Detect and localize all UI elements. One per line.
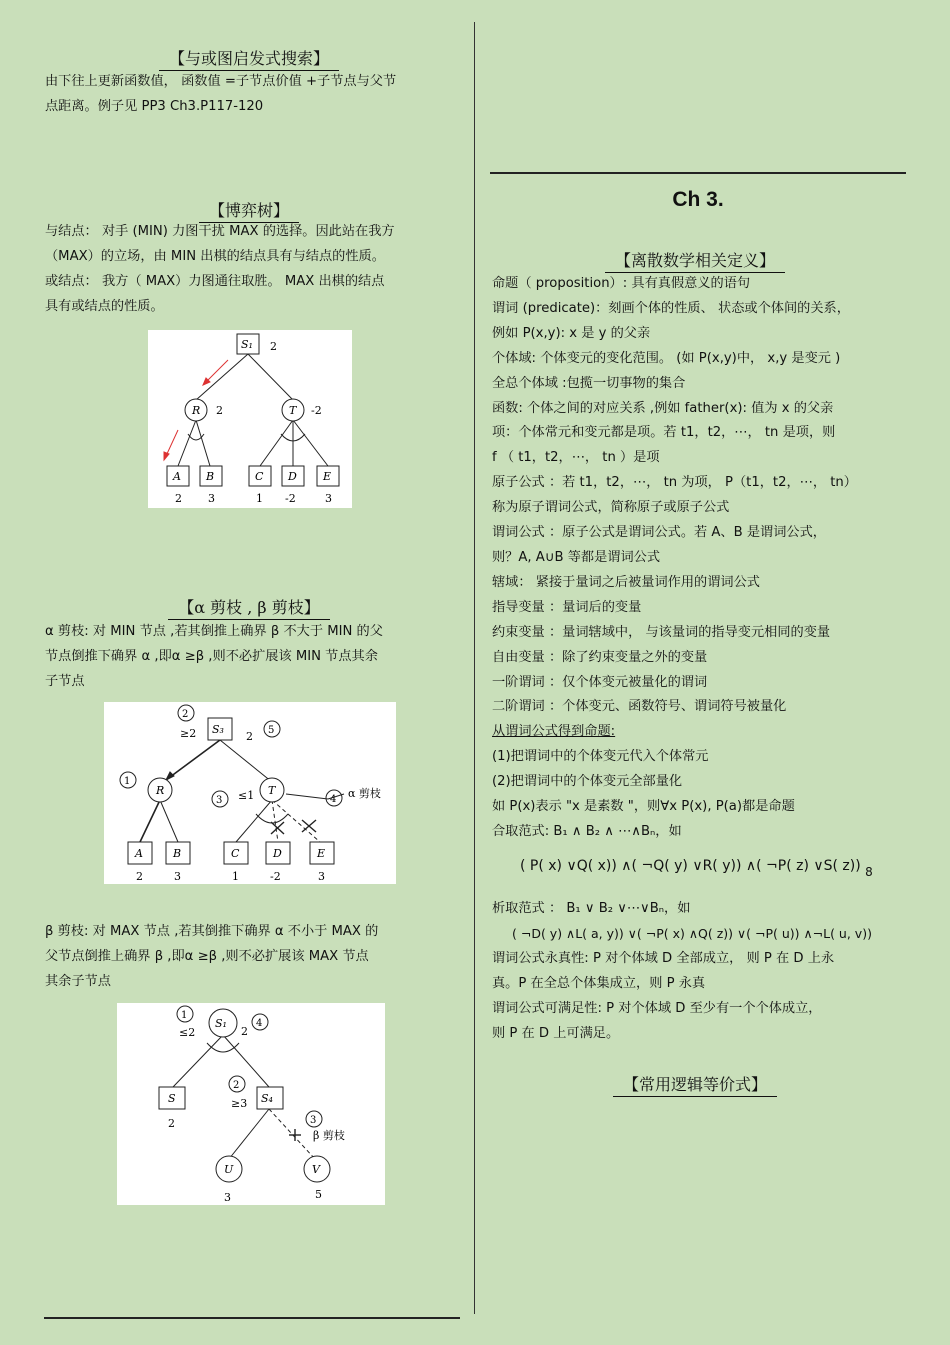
definition-line: 全总个体域 :包揽一切事物的集合 <box>492 375 686 391</box>
definition-line: 指导变量 ：量词后的变量 <box>492 599 642 615</box>
text-line: 具有或结点的性质。 <box>45 299 164 314</box>
definition-line: 约束变量 ：量词辖域中， 与该量词的指导变元相同的变量 <box>492 624 831 640</box>
text-line: 父节点倒推上确界 β ,即α ≥β ,则不必扩展该 MAX 节点 <box>45 949 369 964</box>
node-value: 2 <box>216 404 223 417</box>
node-label: V <box>312 1163 320 1176</box>
text-line: （MAX）的立场，由 MIN 出棋的结点具有与结点的性质。 <box>45 249 385 264</box>
node-label: D <box>288 470 297 483</box>
node-value: 5 <box>315 1188 322 1201</box>
node-value: 2 <box>246 730 253 743</box>
right-top-rule <box>490 172 906 174</box>
alpha-cut-label: α 剪枝 <box>348 787 381 800</box>
definition-line: 真。P 在全总个体集成立，则 P 永真 <box>492 976 706 991</box>
node-value: -2 <box>311 404 322 417</box>
cnf-example-formula: ( P( x) ∨Q( x)) ∧( ¬Q( y) ∨R( y)) ∧( ¬P( z) ∨S( z)) 8 <box>520 858 873 879</box>
node-label: S₃ <box>212 723 224 736</box>
text-line: 或结点： 我方（ MAX）力图通往取胜。 MAX 出棋的结点 <box>45 274 385 289</box>
node-label: U <box>224 1163 234 1176</box>
step-number: 5 <box>268 725 275 736</box>
node-value: -2 <box>270 870 281 883</box>
node-value: 3 <box>174 870 181 883</box>
section-game-tree-text <box>45 219 465 319</box>
node-value: -2 <box>285 492 296 505</box>
definition-line: 项：个体常元和变元都是项。若 t1，t2，⋯， tn 是项，则 <box>492 425 836 441</box>
definition-line: 谓词公式 ：原子公式是谓词公式。若 A、B 是谓词公式， <box>492 525 826 541</box>
bound-label: ≥2 <box>180 727 197 740</box>
section-title-discrete-math: 【离散数学相关定义】 <box>490 248 900 273</box>
definition-line: 辖域： 紧接于量词之后被量词作用的谓词公式 <box>492 574 760 590</box>
definition-line: 谓词公式永真性: P 对个体域 D 全部成立， 则 P 在 D 上永 <box>492 951 835 966</box>
section-title-logic-equivalences: 【常用逻辑等价式】 <box>490 1072 900 1097</box>
definition-line: 如 P(x)表示 "x 是素数 "，则∀x P(x), P(a)都是命题 <box>492 799 795 815</box>
node-label: S₁ <box>215 1017 227 1030</box>
definition-line: 命题（ proposition）: 具有真假意义的语句 <box>492 276 751 291</box>
text-line: 点距离。例子见 PP3 Ch3.P117-120 <box>45 99 264 114</box>
step-number: 3 <box>216 795 223 806</box>
node-label: S₄ <box>261 1092 273 1105</box>
bound-label: ≤1 <box>238 789 255 802</box>
node-label: S₁ <box>241 338 253 351</box>
node-label: R <box>192 404 201 417</box>
step-number: 2 <box>182 709 189 720</box>
node-label: B <box>173 847 182 860</box>
node-label: A <box>173 470 181 483</box>
node-value: 1 <box>232 870 239 883</box>
dnf-line: 析取范式 ： B₁ ∨ B₂ ∨⋯∨Bₙ，如 <box>492 901 691 916</box>
beta-cut-label: β 剪枝 <box>313 1129 345 1142</box>
formula-footnote: 8 <box>865 865 873 879</box>
definition-line: 函数: 个体之间的对应关系 ,例如 father(x): 值为 x 的父亲 <box>492 400 834 416</box>
node-label: D <box>273 847 282 860</box>
definition-line: 一阶谓词 ：仅个体变元被量化的谓词 <box>492 674 708 690</box>
step-number: 3 <box>310 1115 317 1126</box>
definition-line: 称为原子谓词公式，简称原子或原子公式 <box>492 500 730 516</box>
definition-line: 谓词公式可满足性: P 对个体域 D 至少有一个个体成立， <box>492 1001 822 1016</box>
text-line: β 剪枝: 对 MAX 节点 ,若其倒推下确界 α 不小于 MAX 的 <box>45 924 379 939</box>
text-line: 与结点： 对手 (MIN) 力图干扰 MAX 的选择。因此站在我方 <box>45 224 395 239</box>
bound-label: ≥3 <box>231 1097 248 1110</box>
definition-line: 个体域: 个体变元的变化范围。 (如 P(x,y)中， x,y 是变元 ) <box>492 350 841 366</box>
node-label: A <box>135 847 143 860</box>
node-label: E <box>317 847 326 860</box>
node-value: 2 <box>241 1025 248 1038</box>
section-beta-cut-text <box>45 919 465 994</box>
step-number: 4 <box>256 1018 263 1029</box>
node-value: 3 <box>224 1191 231 1204</box>
text-line: 其余子节点 <box>45 974 111 989</box>
node-value: 3 <box>208 492 215 505</box>
section-title-game-tree: 【博弈树】 <box>44 198 454 223</box>
node-value: 2 <box>136 870 143 883</box>
column-divider <box>474 22 475 1314</box>
game-tree-figure <box>148 330 352 508</box>
step-number: 4 <box>330 794 337 805</box>
definition-line: 自由变量 ：除了约束变量之外的变量 <box>492 649 708 665</box>
section-alpha-cut-text <box>45 619 465 694</box>
section-title-alpha-beta: 【α 剪枝 , β 剪枝】 <box>44 595 454 620</box>
definition-line: 例如 P(x,y): x 是 y 的父亲 <box>492 325 651 341</box>
definition-line: 则 P 在 D 上可满足。 <box>492 1026 620 1041</box>
dnf-example-formula: ( ¬D( y) ∧L( a, y)) ∨( ¬P( x) ∧Q( z)) ∨( ¬P( u)) ∧¬L( u, v)) <box>512 926 872 941</box>
text-line: 子节点 <box>45 674 85 689</box>
node-value: 2 <box>270 340 277 353</box>
step-number: 1 <box>124 776 131 787</box>
validity-text <box>492 946 912 1046</box>
step-number: 1 <box>181 1010 188 1021</box>
node-label: T <box>289 404 297 417</box>
node-label: E <box>323 470 332 483</box>
section-title-andor-search: 【与或图启发式搜索】 <box>44 46 454 71</box>
node-value: 2 <box>168 1117 175 1130</box>
node-value: 3 <box>325 492 332 505</box>
definitions-list <box>492 272 912 845</box>
section-andor-search-text <box>45 69 465 119</box>
node-label: S <box>168 1092 176 1105</box>
definition-line: 二阶谓词 ：个体变元、函数符号、谓词符号被量化 <box>492 699 787 715</box>
definition-line: (2)把谓词中的个体变元全部量化 <box>492 774 683 790</box>
definition-line: 合取范式: B₁ ∧ B₂ ∧ ⋯∧Bₙ，如 <box>492 823 682 839</box>
node-label: B <box>206 470 215 483</box>
text-line: 节点倒推下确界 α ,即α ≥β ,则不必扩展该 MIN 节点其余 <box>45 649 378 664</box>
node-label: R <box>156 784 165 797</box>
alpha-cut-figure <box>104 702 396 884</box>
node-value: 2 <box>175 492 182 505</box>
node-value: 1 <box>256 492 263 505</box>
node-label: C <box>255 470 264 483</box>
node-value: 3 <box>318 870 325 883</box>
chapter-title: Ch 3. <box>672 188 724 211</box>
definition-line: f （ t1，t2，⋯， tn ）是项 <box>492 450 660 466</box>
left-bottom-rule <box>44 1317 460 1319</box>
text-line: 由下往上更新函数值， 函数值 =子节点价值 +子节点与父节 <box>45 74 397 89</box>
definition-line: 谓词 (predicate)：刻画个体的性质、 状态或个体间的关系， <box>492 300 850 316</box>
node-label: T <box>268 784 276 797</box>
definition-line: 原子公式 ：若 t1，t2，⋯， tn 为项， P（t1，t2，⋯， tn） <box>492 475 857 491</box>
definition-line: (1)把谓词中的个体变元代入个体常元 <box>492 749 709 765</box>
node-label: C <box>231 847 240 860</box>
definition-line: 则？A, A∪B 等都是谓词公式 <box>492 549 661 565</box>
bound-label: ≤2 <box>179 1026 196 1039</box>
text-line: α 剪枝: 对 MIN 节点 ,若其倒推上确界 β 不大于 MIN 的父 <box>45 624 383 639</box>
step-number: 2 <box>233 1080 240 1091</box>
subheading-underlined: 从谓词公式得到命题: <box>492 724 616 740</box>
beta-cut-figure <box>117 1003 385 1205</box>
